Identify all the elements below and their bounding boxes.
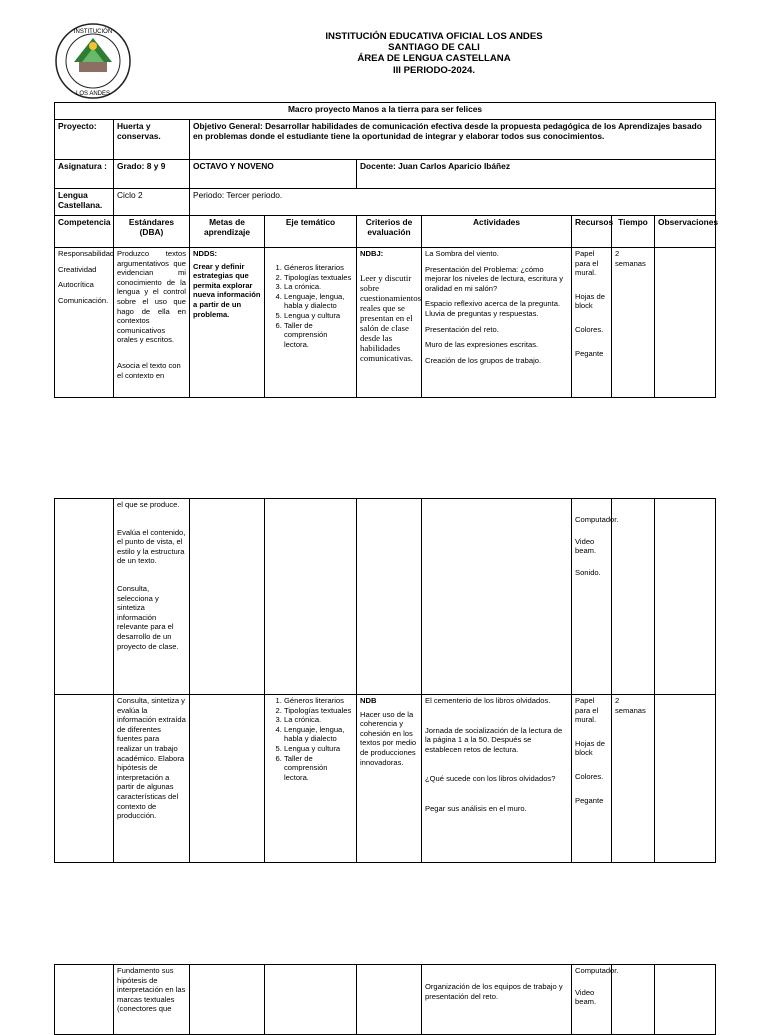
tiempo-cell: 2 semanas — [612, 695, 655, 863]
eje-cell — [265, 248, 357, 398]
eje-cell — [265, 499, 357, 695]
actividad-item: Muro de las expresiones escritas. — [425, 340, 539, 350]
proyecto-label: Proyecto: — [55, 120, 114, 160]
actividades-cell — [422, 499, 572, 695]
eje-item: 2. Tipologías textuales — [284, 273, 353, 283]
header-eje: Eje temático — [265, 216, 357, 248]
metas-cell — [190, 965, 265, 1035]
recurso-item: Sonido. — [575, 567, 601, 577]
competencias-cell — [55, 248, 114, 398]
actividad-item: Jornada de socialización de la lectura de la página 1 a la 50. Después se establecen retos de lectura. — [425, 725, 563, 754]
header-line-area: ÁREA DE LENGUA CASTELLANA — [357, 53, 511, 65]
header-criterios: Criterios de evaluación — [357, 216, 422, 248]
recurso-item: Computador. — [575, 515, 619, 524]
observaciones-cell — [655, 965, 716, 1035]
competencia-item: Responsabilidad — [58, 249, 115, 258]
actividad-item: ¿Qué sucede con los libros olvidados? — [425, 774, 556, 784]
recurso-item: Video beam. — [575, 536, 597, 556]
objetivo-general: Objetivo General: Desarrollar habilidades de comunicación efectiva desde la propuesta pedagógica de los Aprendizajes basado en problemas donde el estudiante tiene la oportunidad de integrar y elaborar todos sus conocimientos. — [190, 120, 716, 160]
asignatura-label: Asignatura : — [55, 160, 114, 189]
recursos-cell — [572, 499, 619, 695]
actividad-item: Presentación del reto. — [425, 324, 499, 334]
header-tiempo: Tiempo — [612, 216, 655, 248]
eje-item: 4. Lenguaje, lengua, habla y dialecto — [284, 725, 353, 744]
competencia-cell — [55, 499, 114, 695]
metas-cell — [190, 695, 265, 863]
competencia-cell — [55, 965, 114, 1035]
actividad-item: Creación de los grupos de trabajo. — [425, 355, 542, 365]
eje-list — [268, 263, 353, 349]
grado-value: Grado: 8 y 9 — [114, 160, 190, 189]
recurso-item: Colores. — [575, 324, 604, 334]
header-metas: Metas de aprendizaje — [190, 216, 265, 248]
header-line-institution: INSTITUCIÓN EDUCATIVA OFICIAL LOS ANDES — [325, 31, 543, 42]
actividad-item: Pegar sus análisis en el muro. — [425, 803, 527, 813]
dba-text: Evalúa el contenido, el punto de vista, el estilo y la estructura de un texto. — [117, 527, 186, 566]
criterios-cell — [357, 965, 422, 1035]
recurso-item: Hojas de block — [575, 291, 605, 311]
recurso-item: Colores. — [575, 771, 604, 781]
actividad-item: Organización de los equipos de trabajo y presentación del reto. — [425, 982, 563, 1001]
proyecto-value: Huerta y conservas. — [114, 120, 190, 160]
recurso-item: Pegante — [575, 348, 604, 358]
criterio-text: Leer y discutir sobre cuestionamientos reales que se presentan en el salón de clase desde las habilidades comunicativas. — [360, 272, 422, 363]
octavo-noveno: OCTAVO Y NOVENO — [190, 160, 357, 189]
header-line-city: SANTIAGO DE CALI — [388, 42, 480, 54]
actividad-item: La Sombra del viento. — [425, 249, 499, 258]
observaciones-cell — [655, 248, 716, 398]
header-recursos: Recursos — [572, 216, 612, 248]
eje-item: 5. Lengua y cultura — [284, 744, 353, 754]
dba-cell — [114, 248, 190, 398]
header-competencia: Competencia — [55, 216, 114, 248]
actividad-item: El cementerio de los libros olvidados. — [425, 696, 551, 705]
eje-item: 5. Lengua y cultura — [284, 311, 353, 321]
school-logo — [54, 22, 132, 100]
eje-item: 1. Géneros literarios — [284, 263, 353, 273]
criterios-cell — [357, 499, 422, 695]
dba-cell: Consulta, sintetiza y evalúa la información extraída de diferentes fuentes para realizar un trabajo académico. Elabora hipótesis de interpretación a partir de algunas características del contexto de producción. — [114, 695, 190, 863]
recurso-item: Papel para el mural. — [575, 249, 599, 278]
tiempo-cell — [612, 965, 655, 1035]
planning-table-2 — [54, 498, 716, 863]
periodo: Periodo: Tercer periodo. — [190, 189, 716, 216]
eje-item: 1. Géneros literarios — [284, 696, 353, 706]
competencia-item: Autocrítica — [58, 280, 94, 290]
dba-text: Asocia el texto con el contexto en — [117, 360, 181, 380]
actividades-cell — [422, 695, 572, 863]
meta-text: Crear y definir estrategias que permita explorar nueva información a partir de un problema. — [193, 261, 261, 319]
planning-table-1 — [54, 102, 719, 398]
recursos-cell — [572, 695, 612, 863]
recurso-item: Papel para el mural. — [575, 696, 599, 725]
competencia-item: Comunicación. — [58, 295, 109, 305]
actividades-cell — [422, 248, 572, 398]
eje-item: 4. Lenguaje, lengua, habla y dialecto — [284, 292, 353, 311]
observaciones-cell — [655, 499, 716, 695]
actividad-item: Espacio reflexivo acerca de la pregunta. Lluvia de preguntas y respuestas. — [425, 299, 561, 318]
criterio-text: Hacer uso de la coherencia y cohesión en los textos por medio de producciones innovadoras. — [360, 709, 417, 767]
metas-cell — [190, 499, 265, 695]
dba-text: Consulta, selecciona y sintetiza información relevante para el desarrollo de un proyecto de clase. — [117, 583, 179, 651]
svg-text:LOS ANDES: LOS ANDES — [75, 91, 111, 97]
dba-text: el que se produce. — [117, 500, 180, 509]
eje-item: 6. Taller de comprensión lectora. — [284, 321, 353, 350]
macro-project-title: Macro proyecto Manos a la tierra para ser felices — [55, 103, 716, 120]
competencia-item: Creatividad — [58, 264, 97, 274]
recurso-item: Pegante — [575, 795, 604, 805]
dba-text: Produzco textos argumentativos que evidencian mi conocimiento de la lengua y el control sobre el uso que hago de ella en contextos comunicativos orales y escritos. — [117, 249, 186, 345]
header-actividades: Actividades — [422, 216, 572, 248]
metas-cell — [190, 248, 265, 398]
tiempo-cell — [612, 499, 655, 695]
planning-table-3 — [54, 964, 716, 1035]
lengua-castellana: Lengua Castellana. — [55, 189, 114, 216]
eje-cell — [265, 965, 357, 1035]
criterios-cell — [357, 248, 422, 398]
ndds-label: NDDS: — [193, 249, 218, 258]
dba-cell — [114, 499, 190, 695]
eje-item: 3. La crónica. — [284, 715, 353, 725]
actividades-cell — [422, 965, 572, 1035]
competencia-cell — [55, 695, 114, 863]
recursos-cell — [572, 248, 612, 398]
svg-text:INSTITUCIÓN: INSTITUCIÓN — [73, 29, 113, 35]
eje-item: 2. Tipologías textuales — [284, 706, 353, 716]
ndbj-label: NDBJ: — [360, 249, 384, 258]
eje-cell — [265, 695, 357, 863]
docente: Docente: Juan Carlos Aparicio Ibáñez — [357, 160, 716, 189]
header-observaciones: Observaciones — [655, 216, 716, 248]
eje-item: 3. La crónica. — [284, 282, 353, 292]
recursos-cell — [572, 965, 619, 1035]
ndb-label: NDB — [360, 696, 377, 705]
observaciones-cell — [655, 695, 716, 863]
tiempo-cell: 2 semanas — [612, 248, 655, 398]
recurso-item: Computador. — [575, 966, 619, 975]
header-line-period: III PERIODO-2024. — [392, 64, 476, 76]
criterios-cell — [357, 695, 422, 863]
ciclo: Ciclo 2 — [114, 189, 190, 216]
recurso-item: Video beam. — [575, 987, 597, 1007]
recurso-item: Hojas de block — [575, 738, 605, 758]
header-estandares: Estándares (DBA) — [114, 216, 190, 248]
actividad-item: Presentación del Problema: ¿cómo mejorar los niveles de lectura, escritura y oralidad en mi salón? — [425, 264, 564, 293]
document-header — [200, 31, 668, 76]
eje-list — [268, 696, 353, 782]
eje-item: 6. Taller de comprensión lectora. — [284, 754, 353, 783]
dba-cell: Fundamento sus hipótesis de interpretación en las marcas textuales (conectores que — [114, 965, 190, 1035]
